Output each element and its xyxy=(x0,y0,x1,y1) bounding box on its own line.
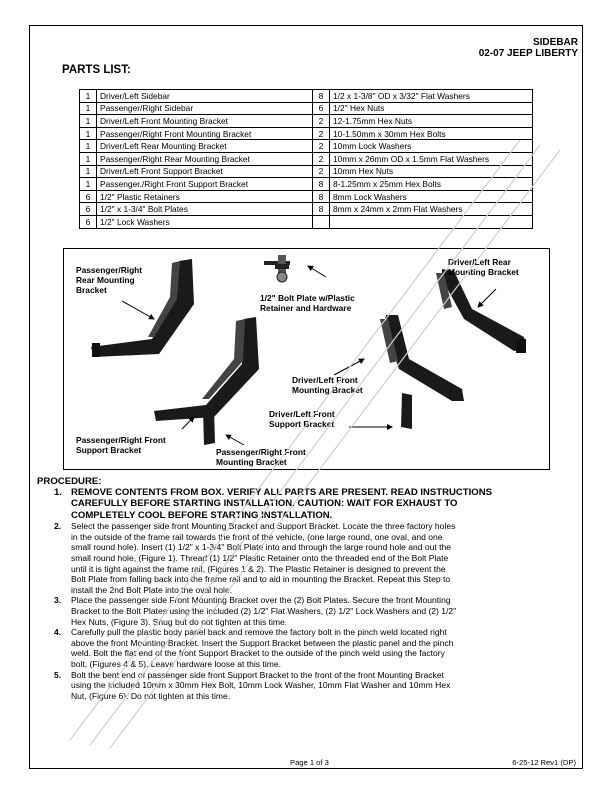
procedure-step xyxy=(44,670,572,702)
step-text-line: Nut, (Figure 6). Do not tighten at this time. xyxy=(71,690,231,701)
parts-qty-right: 8 xyxy=(313,190,330,203)
parts-name-right: 8mm x 24mm x 2mm Flat Washers xyxy=(330,203,533,216)
parts-qty-right: 2 xyxy=(313,127,330,140)
parts-name-left: Passenger./Right Front Support Bracket xyxy=(97,178,313,191)
parts-qty-right: 8 xyxy=(313,178,330,191)
parts-row xyxy=(80,115,533,128)
step-text-line: Select the passenger side front Mounting Bracket and Support Bracket. Locate the three factory holes xyxy=(71,521,456,532)
parts-figure xyxy=(63,248,550,470)
procedure-steps xyxy=(44,487,572,701)
parts-name-right: 8-1.25mm x 25mm Hex Bolts xyxy=(330,178,533,191)
parts-qty-right xyxy=(313,215,330,228)
parts-name-right: 12-1.75mm Hex Nuts xyxy=(330,115,533,128)
parts-row xyxy=(80,178,533,191)
parts-qty-left: 6 xyxy=(80,190,97,203)
caption-driver-rear-bracket: Driver/Left Rear Mounting Bracket xyxy=(448,257,519,277)
parts-row xyxy=(80,102,533,115)
parts-row xyxy=(80,127,533,140)
parts-name-right: 8mm Lock Washers xyxy=(330,190,533,203)
parts-row xyxy=(80,215,533,228)
parts-name-left: Passenger/Right Sidebar xyxy=(97,102,313,115)
step-text-line: Carefully pull the plastic body panel back and remove the factory bolt in the pinch weld located right xyxy=(71,627,447,638)
driver-support-bracket-image xyxy=(401,393,412,429)
parts-qty-left: 1 xyxy=(80,90,97,103)
parts-name-right: 10-1.50mm x 30mm Hex Bolts xyxy=(330,127,533,140)
parts-table xyxy=(79,89,533,229)
arrow-drv-front xyxy=(334,359,364,375)
step-text-line: until it is tight against the frame rail, (Figures 1 & 2). The Plastic Retainer is designed to prevent the xyxy=(71,563,446,574)
procedure-step xyxy=(44,521,572,595)
step-number: 4. xyxy=(54,627,62,638)
parts-name-left: Driver/Left Rear Mounting Bracket xyxy=(97,140,313,153)
parts-name-left: Passenger/Right Front Mounting Bracket xyxy=(97,127,313,140)
parts-name-right: 10mm Lock Washers xyxy=(330,140,533,153)
procedure-step xyxy=(44,487,572,521)
parts-qty-left: 6 xyxy=(80,203,97,216)
step-text-line: Bolt the bent end of passenger side front Support Bracket to the front of the front Mounting Bracket xyxy=(71,669,444,680)
parts-name-right: 1/2" Hex Nuts xyxy=(330,102,533,115)
arrow-drv-rear xyxy=(478,289,496,307)
step-text-line: small round hole, (Figure 1). Thread (1) 1/2" Plastic Retainer onto the threaded end of the Bolt Plate xyxy=(71,553,449,563)
arrow-pass-mount xyxy=(226,435,244,445)
step-text-line: in the outside of the frame rail towards the front of the vehicle, (one large round, one oval, and one xyxy=(71,531,443,542)
step-text-line: install the 2nd Bolt Plate into the oval hole. xyxy=(71,584,233,595)
parts-name-left: 1/2" Lock Washers xyxy=(97,215,313,228)
parts-qty-right: 2 xyxy=(313,115,330,128)
page-number: Page 1 of 3 xyxy=(290,758,329,767)
step-number: 5. xyxy=(54,669,62,680)
arrow-pass-rear xyxy=(122,301,154,319)
parts-name-left: Driver/Left Sidebar xyxy=(97,90,313,103)
parts-name-left: 1/2" Plastic Retainers xyxy=(97,190,313,203)
step-text-line: bolt, (Figures 4 & 5). Leave hardware loose at this time. xyxy=(71,658,281,669)
parts-list-heading: PARTS LIST: xyxy=(62,64,131,76)
parts-qty-left: 1 xyxy=(80,127,97,140)
parts-qty-left: 1 xyxy=(80,102,97,115)
parts-row xyxy=(80,140,533,153)
step-text-line: Bracket to the Bolt Plates using the included (2) 1/2" Flat Washers, (2) 1/2" Lock Washers and (2) 1/2" xyxy=(71,605,457,616)
parts-row xyxy=(80,90,533,103)
parts-qty-right: 6 xyxy=(313,102,330,115)
parts-qty-right: 2 xyxy=(313,152,330,165)
parts-name-right: 10mm Hex Nuts xyxy=(330,165,533,178)
step-text-line: above the front Mounting Bracket. Insert the Support Bracket between the plastic panel and the pinch xyxy=(71,637,454,648)
parts-qty-left: 1 xyxy=(80,115,97,128)
step-text-line: CAREFULLY BEFORE STARTING INSTALLATION. CAUTION: WAIT FOR EXHAUST TO xyxy=(71,498,458,510)
parts-qty-left: 1 xyxy=(80,165,97,178)
bolt-plate-image xyxy=(264,255,290,282)
step-text-line: Bolt Plate from falling back into the frame rail and to aid in mounting the Bracket. Repeat this Step to xyxy=(71,574,451,585)
procedure-heading: PROCEDURE: xyxy=(37,476,102,487)
parts-name-left: Driver/Left Front Mounting Bracket xyxy=(97,115,313,128)
parts-row xyxy=(80,190,533,203)
parts-qty-left: 6 xyxy=(80,215,97,228)
driver-front-mount-bracket-image xyxy=(380,315,464,401)
step-text-line: weld. Bolt the flat end of the front Support Bracket to the outside of the pinch weld using the factory xyxy=(71,648,445,659)
step-number: 3. xyxy=(54,595,62,606)
title-line-2: 02-07 JEEP LIBERTY xyxy=(478,48,578,59)
parts-qty-left: 1 xyxy=(80,152,97,165)
revision-label: 6-25-12 Rev1 (DP) xyxy=(512,758,576,767)
step-text-line: Hex Nuts, (Figure 3). Snug but do not tighten at this time. xyxy=(71,616,288,627)
step-text-line: using the included 10mm x 30mm Hex Bolt, 10mm Lock Washer, 10mm Flat Washer and 10mm Hex xyxy=(71,680,451,691)
parts-name-right: 1/2 x 1-3/8" OD x 3/32" Flat Washers xyxy=(330,90,533,103)
procedure-step xyxy=(44,627,572,669)
step-text-line: Place the passenger side Front Mounting Bracket over the (2) Bolt Plates. Secure the front Mounting xyxy=(71,595,451,606)
parts-qty-right: 8 xyxy=(313,203,330,216)
parts-row xyxy=(80,203,533,216)
caption-driver-support-bracket: Driver/Left Front Support Bracket xyxy=(269,409,335,429)
step-text-line: small round hole). Insert (1) 1/2" x 1-3/4" Bolt Plate into and through the large round hole and out the xyxy=(71,542,451,553)
arrow-bolt-plate xyxy=(308,266,326,277)
passenger-support-bracket-image xyxy=(203,407,215,445)
parts-name-left: 1/2" x 1-3/4" Bolt Plates xyxy=(97,203,313,216)
step-number: 2. xyxy=(54,521,62,532)
caption-bolt-plate: 1/2" Bolt Plate w/Plastic Retainer and Hardware xyxy=(260,293,355,313)
step-number: 1. xyxy=(54,487,62,498)
parts-qty-left: 1 xyxy=(80,178,97,191)
caption-passenger-support-bracket: Passenger/Right Front Support Bracket xyxy=(76,435,166,455)
parts-name-right: 10mm x 26mm OD x 1.5mm Flat Washers xyxy=(330,152,533,165)
driver-rear-bracket-image xyxy=(436,269,526,353)
parts-row xyxy=(80,152,533,165)
parts-name-left: Passenger/Right Rear Mounting Bracket xyxy=(97,152,313,165)
title-line-1: SIDEBAR xyxy=(532,37,578,48)
step-text-line: COMPLETELY COOL BEFORE STARTING INSTALLATION. xyxy=(71,509,333,521)
parts-qty-right: 2 xyxy=(313,165,330,178)
parts-name-left: Driver/Left Front Support Bracket xyxy=(97,165,313,178)
parts-row xyxy=(80,165,533,178)
parts-qty-right: 8 xyxy=(313,90,330,103)
step-text-line: REMOVE CONTENTS FROM BOX. VERIFY ALL PARTS ARE PRESENT. READ INSTRUCTIONS xyxy=(71,487,492,498)
parts-qty-left: 1 xyxy=(80,140,97,153)
document-title xyxy=(479,37,578,59)
caption-passenger-front-mount-bracket: Passenger/Right Front Mounting Bracket xyxy=(216,447,306,467)
parts-name-right xyxy=(330,215,533,228)
caption-passenger-rear-bracket: Passenger/Right Rear Mounting Bracket xyxy=(76,265,143,295)
caption-driver-front-mount-bracket: Driver/Left Front Mounting Bracket xyxy=(292,375,363,395)
procedure-step xyxy=(44,595,572,627)
parts-qty-right: 2 xyxy=(313,140,330,153)
